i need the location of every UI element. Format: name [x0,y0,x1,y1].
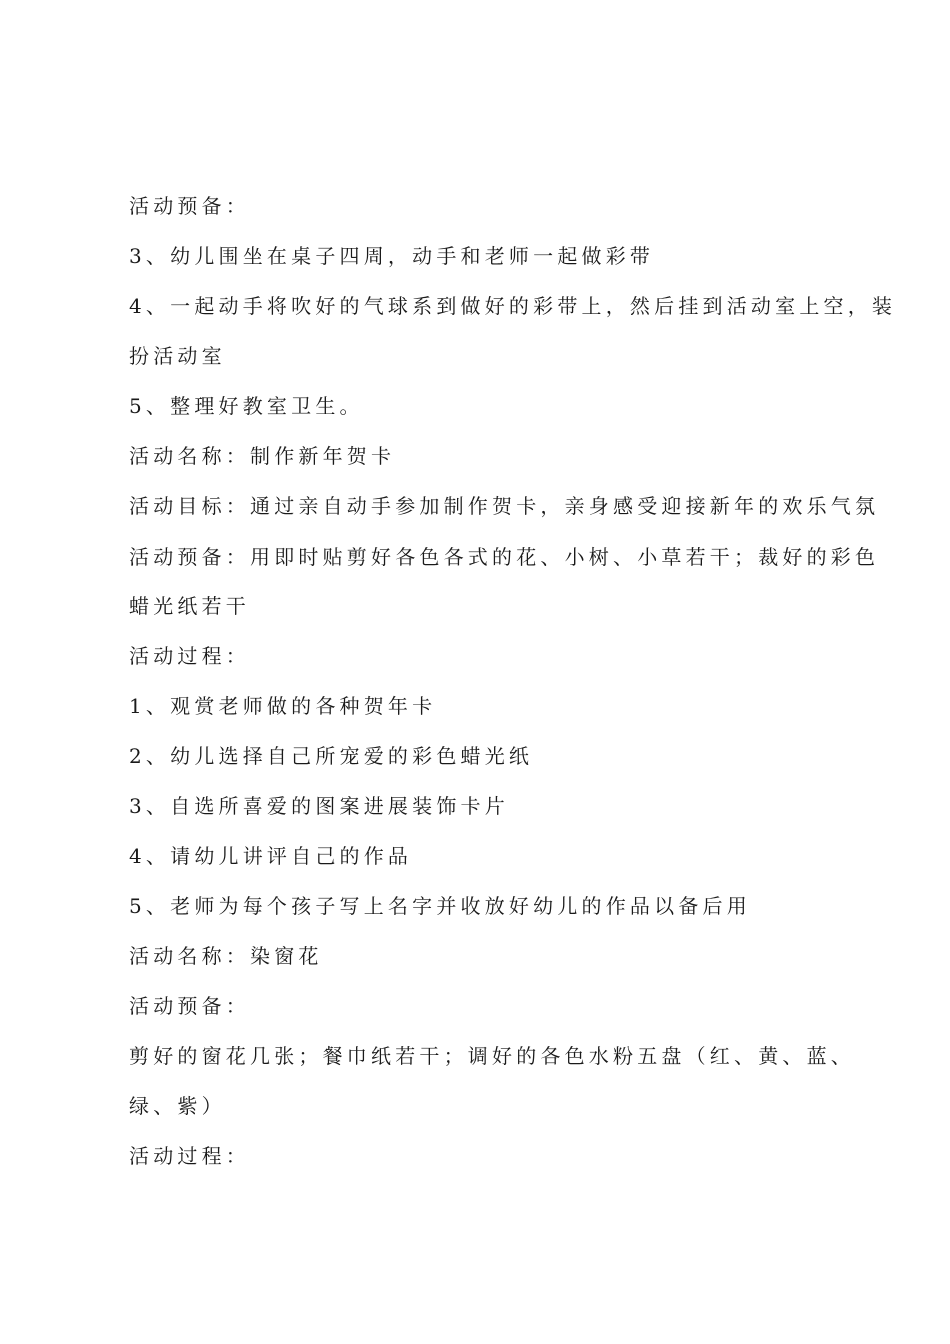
text-line-activity-prep-cont: 蜡光纸若干 [129,594,250,618]
text-line-process-1: 1、观赏老师做的各种贺年卡 [129,694,437,718]
text-line-step-4: 4、一起动手将吹好的气球系到做好的彩带上，然后挂到活动室上空，装 [129,294,897,318]
text-line-process-heading: 活动过程： [129,644,250,668]
text-line-process-2: 2、幼儿选择自己所宠爱的彩色蜡光纸 [129,744,534,768]
text-line-step-4-cont: 扮活动室 [129,344,226,368]
text-line-activity-goal: 活动目标：通过亲自动手参加制作贺卡，亲身感受迎接新年的欢乐气氛 [129,494,880,518]
text-line-activity-name-2: 活动名称：染窗花 [129,944,323,968]
text-line-process-3: 3、自选所喜爱的图案进展装饰卡片 [129,794,509,818]
text-line-materials-cont: 绿、紫） [129,1094,226,1118]
text-line-materials: 剪好的窗花几张；餐巾纸若干；调好的各色水粉五盘（红、黄、蓝、 [129,1044,855,1068]
text-line-process-4: 4、请幼儿讲评自己的作品 [129,844,413,868]
text-line-step-3: 3、幼儿围坐在桌子四周，动手和老师一起做彩带 [129,244,655,268]
text-line-step-5: 5、整理好教室卫生。 [129,394,364,418]
text-line-activity-prep: 活动预备：用即时贴剪好各色各式的花、小树、小草若干；裁好的彩色 [129,545,880,569]
text-line-prep-heading: 活动预备： [129,194,250,218]
text-line-process-5: 5、老师为每个孩子写上名字并收放好幼儿的作品以备后用 [129,894,751,918]
text-line-prep-heading-2: 活动预备： [129,994,250,1018]
text-line-process-heading-2: 活动过程： [129,1144,250,1168]
text-line-activity-name: 活动名称：制作新年贺卡 [129,444,396,468]
document-body [129,181,897,1181]
